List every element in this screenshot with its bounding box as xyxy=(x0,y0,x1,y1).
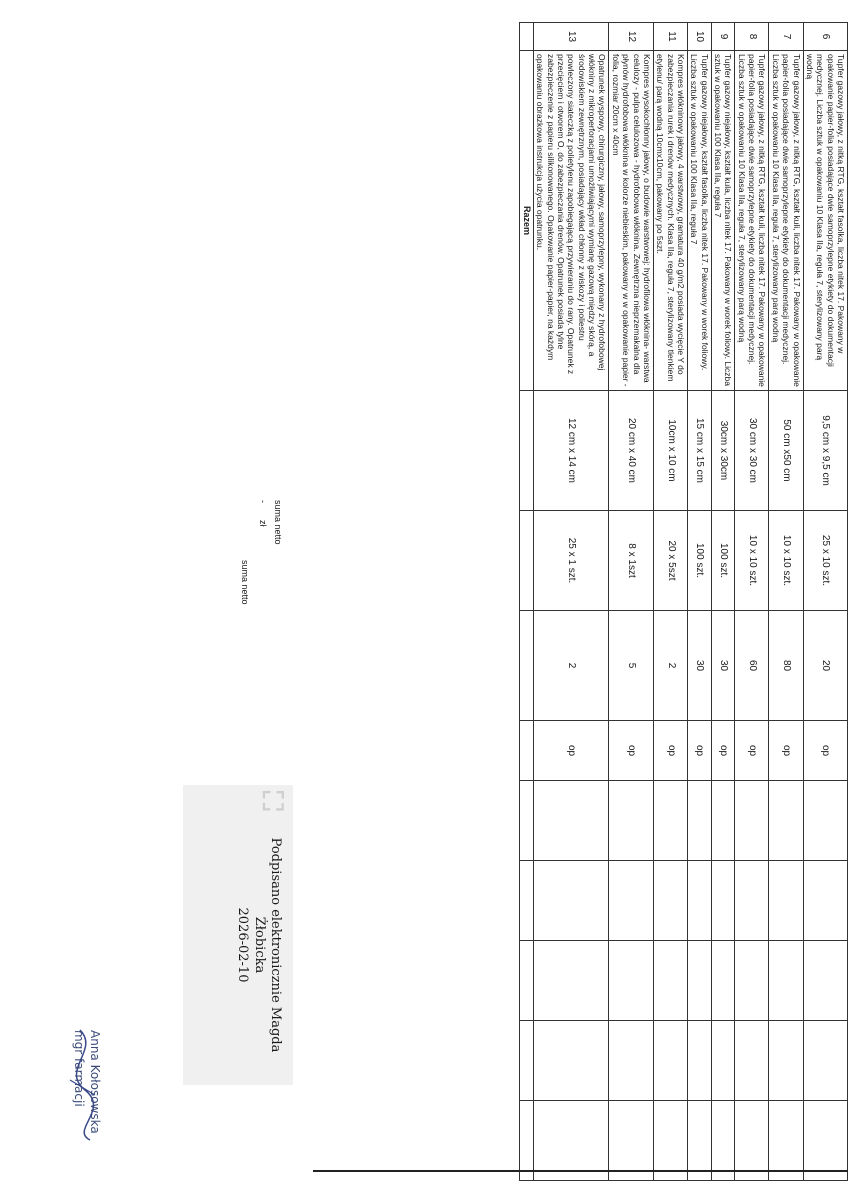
row-number: 13 xyxy=(533,23,609,51)
table-row xyxy=(735,23,769,1181)
row-unit: op xyxy=(533,721,609,781)
row-quantity: 5 xyxy=(609,611,653,721)
row-empty-cell xyxy=(533,861,609,941)
row-empty-cell xyxy=(711,1021,735,1101)
table-row xyxy=(533,23,609,1181)
row-quantity: 30 xyxy=(687,611,711,721)
row-pack: 25 x 10 szt. xyxy=(803,511,847,611)
suma-netto-dash: - xyxy=(258,500,268,503)
row-description: Tupfer gazowy jałowy, z nitką RTG, kształt kuli, liczba nitek 17. Pakowany w opakowanie papier-folia posiadające dwie samoprzylepne etykiety do dokumentacji medycznej. Liczba sztuk w opakowaniu 10 Klasa IIa, reguła 7, sterylizowany parą wodną xyxy=(769,51,803,391)
razem-label: Razem xyxy=(519,51,533,391)
row-pack: 100 szt. xyxy=(687,511,711,611)
signature-title: mgr farmacji xyxy=(72,1030,87,1107)
row-empty-cell xyxy=(653,1021,687,1101)
row-pack: 100 szt. xyxy=(711,511,735,611)
row-empty-cell xyxy=(803,861,847,941)
row-empty-cell xyxy=(769,1101,803,1181)
row-empty-cell xyxy=(803,781,847,861)
row-description: Kompres wysokochłonny jałowy, o budowie warstwowej: hydrofilowa włóknina- warstwa celulozy - pulpa celulozowa - hydrofobowa włóknina. Zewnętrzna nieprzemakalna dla płynów hydrofobowa włóknina w kolorze niebieskim, pakowany w w opakowanie papier - folia, rozmiar 20cm x 40cm xyxy=(609,51,653,391)
row-description: Kompres włókninowy jałowy, 4 warstwowy, gramatura 40 g/m2 posiada wycięcie Y do zabezpieczania rurek i drenów medycznych. Klasa IIa, reguła 7, sterylizowany tlenkiem etylenu/ parą wodną 10cmx10cm, pakowany po 5szt. xyxy=(653,51,687,391)
row-empty-cell xyxy=(769,1021,803,1101)
row-empty-cell xyxy=(711,861,735,941)
row-quantity: 80 xyxy=(769,611,803,721)
row-empty-cell xyxy=(533,781,609,861)
row-size: 10cm x 10 cm xyxy=(653,391,687,511)
row-size: 12 cm x 14 cm xyxy=(533,391,609,511)
row-unit: op xyxy=(653,721,687,781)
row-empty-cell xyxy=(735,781,769,861)
row-empty-cell xyxy=(711,781,735,861)
row-description: Tupfer gazowy jałowy, z nitką RTG, kształt fasolka, liczba nitek 17. Pakowany w opakowanie papier-folia posiadające dwie samoprzylepne etykiety do dokumentacji medycznej. Liczba sztuk w opakowaniu 10 Klasa IIa, reguła 7, sterylizowany parą wodną xyxy=(803,51,847,391)
row-quantity: 20 xyxy=(803,611,847,721)
table-row xyxy=(609,23,653,1181)
row-description: Tupfer gazowy jałowy, z nitką RTG, kształt kuli, liczba nitek 17. Pakowany w opakowanie papier-folia posiadające dwie samoprzylepne etykiety do dokumentacji medycznej. Liczba sztuk w opakowaniu 10 Klasa IIa, reguła 7, sterylizowany parą wodną xyxy=(735,51,769,391)
signature-image xyxy=(40,1020,120,1180)
row-size: 9,5 cm x 9,5 cm xyxy=(803,391,847,511)
table-row xyxy=(687,23,711,1181)
stamp-logo-icon: ⛶ xyxy=(256,791,289,811)
row-empty-cell xyxy=(653,781,687,861)
row-empty-cell xyxy=(735,941,769,1021)
suma-netto-vertical: suma netto xyxy=(240,560,250,605)
row-unit: op xyxy=(803,721,847,781)
row-empty-cell xyxy=(609,941,653,1021)
table-row xyxy=(769,23,803,1181)
sum-labels xyxy=(240,560,300,860)
suma-netto-currency: zł xyxy=(258,520,268,527)
table-edge-line xyxy=(313,1170,848,1172)
row-empty-cell xyxy=(803,941,847,1021)
signature-text xyxy=(71,1030,102,1134)
row-empty-cell xyxy=(533,1021,609,1101)
row-quantity: 2 xyxy=(653,611,687,721)
row-empty-cell xyxy=(769,781,803,861)
row-empty-cell xyxy=(687,1101,711,1181)
items-table xyxy=(519,22,848,1181)
row-empty-cell xyxy=(735,1101,769,1181)
row-empty-cell xyxy=(803,1021,847,1101)
row-quantity: 60 xyxy=(735,611,769,721)
row-empty-cell xyxy=(687,941,711,1021)
row-unit: op xyxy=(769,721,803,781)
row-empty-cell xyxy=(735,1021,769,1101)
row-size: 15 cm x 15 cm xyxy=(687,391,711,511)
row-empty-cell xyxy=(711,941,735,1021)
row-pack: 25 x 1 szt. xyxy=(533,511,609,611)
row-pack: 20 x 5szt xyxy=(653,511,687,611)
row-number: 7 xyxy=(769,23,803,51)
razem-row xyxy=(519,23,533,1181)
row-unit: op xyxy=(735,721,769,781)
row-pack: 10 x 10 szt. xyxy=(769,511,803,611)
row-size: 30cm x 30cm xyxy=(711,391,735,511)
stamp-line-1: Podpisano elektronicznie Magda xyxy=(268,837,283,1053)
row-empty-cell xyxy=(803,1101,847,1181)
row-description: Tupfer gazowy niejałowy, kształt kula, liczba nitek 17. Pakowany w worek foliowy. Liczba sztuk w opakowaniu 100 Klasa IIa, reguła 7 xyxy=(711,51,735,391)
suma-netto-label: suma netto xyxy=(273,500,283,545)
row-unit: op xyxy=(687,721,711,781)
row-number: 6 xyxy=(803,23,847,51)
row-empty-cell xyxy=(609,781,653,861)
table-row xyxy=(711,23,735,1181)
row-size: 20 cm x 40 cm xyxy=(609,391,653,511)
row-number: 9 xyxy=(711,23,735,51)
row-pack: 10 x 10 szt. xyxy=(735,511,769,611)
row-empty-cell xyxy=(687,861,711,941)
row-empty-cell xyxy=(687,781,711,861)
row-pack: 8 x 1szt xyxy=(609,511,653,611)
row-empty-cell xyxy=(735,861,769,941)
row-empty-cell xyxy=(769,941,803,1021)
row-description: Tupfer gazowy niejałowy, kształt fasolka, liczba nitek 17. Pakowany w worek foliowy. Liczba sztuk w opakowaniu 100 Klasa IIa, reguła 7 xyxy=(687,51,711,391)
stamp-date: 2026-02-10 xyxy=(235,907,251,983)
row-number: 10 xyxy=(687,23,711,51)
row-empty-cell xyxy=(609,1101,653,1181)
row-empty-cell xyxy=(711,1101,735,1181)
row-quantity: 30 xyxy=(711,611,735,721)
row-size: 50 cm x50 cm xyxy=(769,391,803,511)
row-size: 30 cm x 30 cm xyxy=(735,391,769,511)
stamp-line-2: Żłobicka xyxy=(251,916,267,974)
row-description: Opatrunek wyspowy, chirurgiczny, jałowy, samoprzylepny, wykonany z hydrofobowej włókniny z mikroperforacjami umożliwiającymi wymianę gazową między skórą, a środowiskiem zewnętrznym, posiadający wkład chłonny z wiskozy i poliestru powleczony siateczką z polietylenu zapobiegającą przywieraniu do rany. Opatrunek z przecięciem i otworem O, do zabezpieczania drenów. Opatrunek posiada tylne zabezpieczenie z papieru silikonowanego. Opakowanie papier-papier, na każdym opakowaniu obrazkowa instrukcja użycia opatrunku. xyxy=(533,51,609,391)
row-empty-cell xyxy=(533,941,609,1021)
row-unit: op xyxy=(609,721,653,781)
row-empty-cell xyxy=(653,1101,687,1181)
row-empty-cell xyxy=(687,1021,711,1101)
table-body xyxy=(533,23,847,1181)
table-row xyxy=(803,23,847,1181)
row-quantity: 2 xyxy=(533,611,609,721)
row-empty-cell xyxy=(609,1021,653,1101)
row-number: 12 xyxy=(609,23,653,51)
row-number: 11 xyxy=(653,23,687,51)
row-empty-cell xyxy=(609,861,653,941)
row-unit: op xyxy=(711,721,735,781)
row-empty-cell xyxy=(769,861,803,941)
row-empty-cell xyxy=(653,861,687,941)
row-empty-cell xyxy=(653,941,687,1021)
table-row xyxy=(653,23,687,1181)
row-number: 8 xyxy=(735,23,769,51)
signature-name: Anna Kołosowska xyxy=(88,1030,102,1134)
row-empty-cell xyxy=(533,1101,609,1181)
